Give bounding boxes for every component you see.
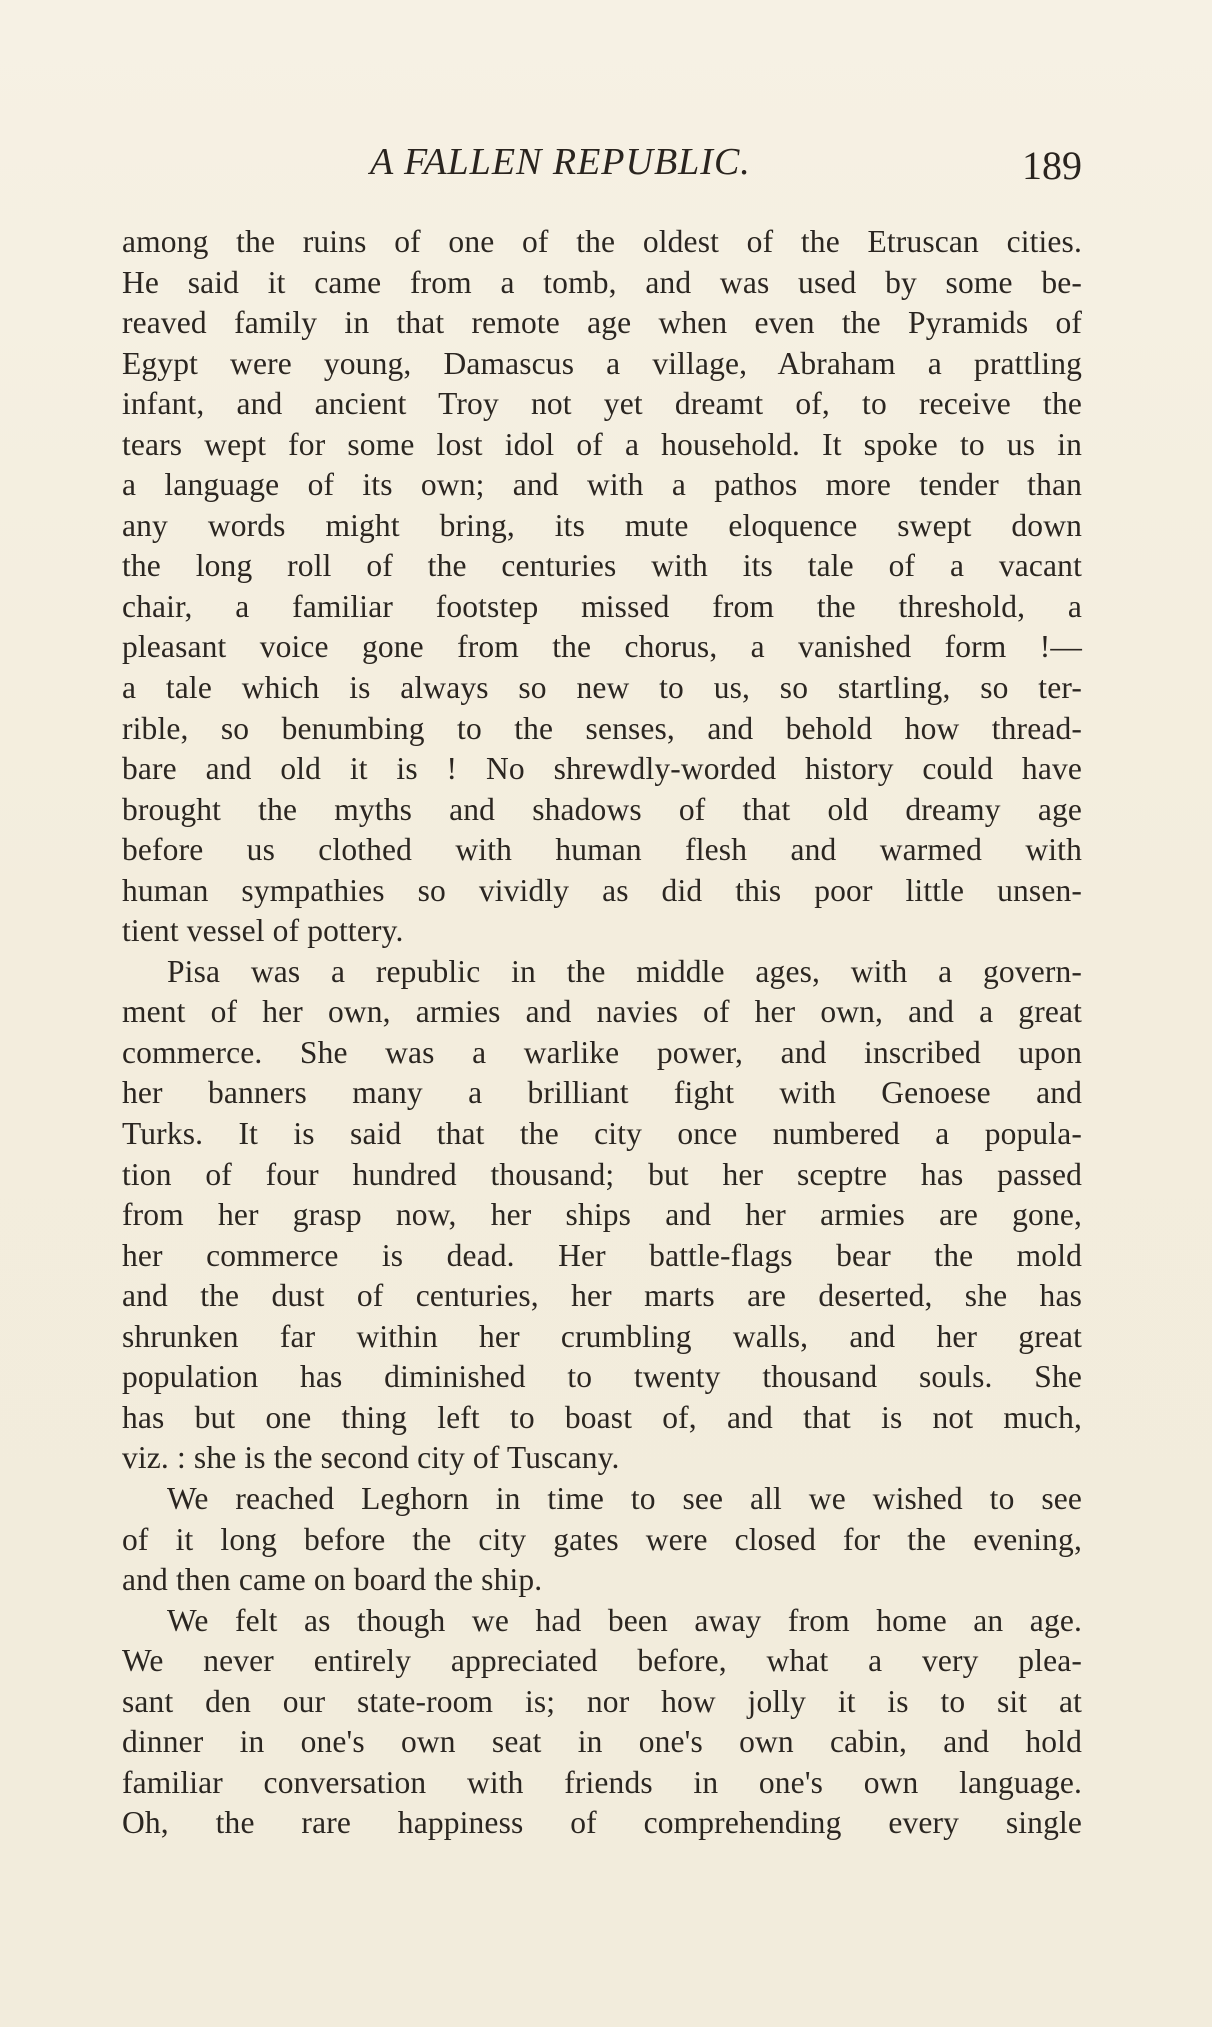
- text-line: dinner in one's own seat in one's own cabin, and hold: [122, 1724, 1082, 1760]
- body-text: [122, 222, 1082, 1844]
- text-line: tion of four hundred thousand; but her sceptre has passed: [122, 1156, 1082, 1192]
- running-title: A FALLEN REPUBLIC.: [370, 141, 751, 183]
- text-line: sant den our state-room is; nor how jolly it is to sit at: [122, 1683, 1082, 1719]
- text-line: her banners many a brilliant fight with Genoese and: [122, 1075, 1082, 1111]
- text-line: Oh, the rare happiness of comprehending every single: [122, 1805, 1082, 1841]
- text-line: ment of her own, armies and navies of her own, and a great: [122, 994, 1082, 1030]
- text-line: a language of its own; and with a pathos more tender than: [122, 467, 1082, 503]
- text-line: and the dust of centuries, her marts are deserted, she has: [122, 1278, 1082, 1314]
- text-line: Egypt were young, Damascus a village, Abraham a prattling: [122, 345, 1082, 381]
- text-line: commerce. She was a warlike power, and inscribed upon: [122, 1034, 1082, 1070]
- text-line: shrunken far within her crumbling walls, and her great: [122, 1318, 1082, 1354]
- text-line: human sympathies so vividly as did this poor little unsen-: [122, 872, 1082, 908]
- text-line: pleasant voice gone from the chorus, a vanished form !—: [122, 629, 1082, 665]
- text-line: and then came on board the ship.: [122, 1562, 543, 1598]
- text-line: any words might bring, its mute eloquence swept down: [122, 507, 1082, 543]
- text-line: among the ruins of one of the oldest of the Etruscan cities.: [122, 224, 1082, 259]
- text-line: He said it came from a tomb, and was used by some be-: [122, 264, 1082, 300]
- text-line: viz. : she is the second city of Tuscany.: [122, 1440, 620, 1476]
- text-line: Turks. It is said that the city once numbered a popula-: [122, 1116, 1082, 1152]
- text-line: her commerce is dead. Her battle-flags bear the mold: [122, 1237, 1082, 1273]
- text-line: We felt as though we had been away from home an age.: [167, 1602, 1082, 1638]
- text-line: of it long before the city gates were closed for the evening,: [122, 1521, 1082, 1557]
- text-line: brought the myths and shadows of that old dreamy age: [122, 791, 1082, 827]
- text-line: bare and old it is ! No shrewdly-worded history could have: [122, 751, 1082, 787]
- text-line: a tale which is always so new to us, so startling, so ter-: [122, 670, 1082, 706]
- page-header: [122, 136, 1082, 196]
- text-line: familiar conversation with friends in one's own language.: [122, 1764, 1082, 1800]
- text-line: from her grasp now, her ships and her armies are gone,: [122, 1197, 1082, 1233]
- text-line: chair, a familiar footstep missed from the threshold, a: [122, 588, 1082, 624]
- text-line: before us clothed with human flesh and warmed with: [122, 832, 1082, 868]
- text-line: the long roll of the centuries with its tale of a vacant: [122, 548, 1082, 584]
- text-line: infant, and ancient Troy not yet dreamt of, to receive the: [122, 386, 1082, 422]
- text-line: We reached Leghorn in time to see all we wished to see: [167, 1480, 1082, 1516]
- text-line: has but one thing left to boast of, and that is not much,: [122, 1399, 1082, 1435]
- page-number: 189: [1022, 143, 1082, 188]
- text-line: reaved family in that remote age when even the Pyramids of: [122, 305, 1082, 341]
- text-line: tears wept for some lost idol of a household. It spoke to us in: [122, 426, 1082, 462]
- text-line: population has diminished to twenty thousand souls. She: [122, 1359, 1082, 1395]
- text-line: Pisa was a republic in the middle ages, with a govern-: [167, 953, 1082, 989]
- text-line: rible, so benumbing to the senses, and behold how thread-: [122, 710, 1082, 746]
- text-line: We never entirely appreciated before, what a very plea-: [122, 1643, 1082, 1679]
- text-line: tient vessel of pottery.: [122, 913, 404, 949]
